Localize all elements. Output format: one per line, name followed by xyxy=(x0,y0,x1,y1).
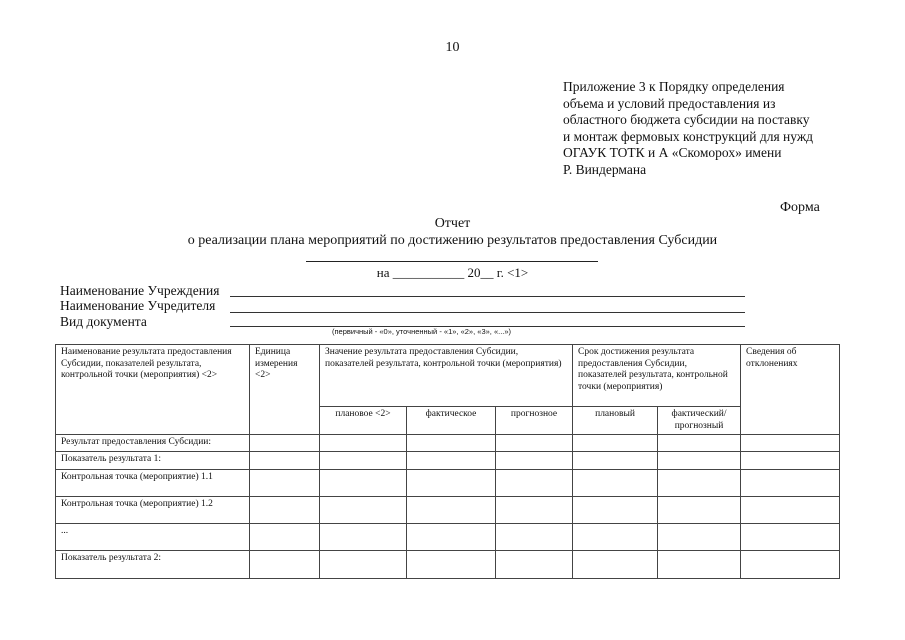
header-result-name: Наименование результата предоставления Субсидии, показателей результата, контрольной точки (мероприятия) <2> xyxy=(56,345,250,435)
appendix-line: Приложение 3 к Порядку определения xyxy=(563,79,785,94)
table-row xyxy=(56,469,840,496)
form-label: Форма xyxy=(780,200,820,215)
row-label: Показатель результата 2: xyxy=(56,550,250,578)
table-cell[interactable] xyxy=(573,550,658,578)
table-cell[interactable] xyxy=(407,550,496,578)
table-cell[interactable] xyxy=(250,550,320,578)
table-cell[interactable] xyxy=(741,550,840,578)
header-value: Значение результата предоставления Субсидии, показателей результата, контрольной точки (мероприятия) xyxy=(320,345,573,407)
table-cell[interactable] xyxy=(496,550,573,578)
table-row xyxy=(56,550,840,578)
row-label: Контрольная точка (мероприятие) 1.1 xyxy=(56,469,250,496)
doc-type-hint: (первичный - «0», уточненный - «1», «2», «3», «...») xyxy=(332,327,512,336)
header-planned-value: плановое <2> xyxy=(320,407,407,435)
header-deviations: Сведения об отклонениях xyxy=(741,345,840,435)
appendix-line: и монтаж фермовых конструкций для нужд xyxy=(563,128,814,144)
table-row xyxy=(56,451,840,469)
founder-field-line[interactable] xyxy=(230,312,745,313)
table-cell[interactable] xyxy=(496,469,573,496)
row-label: ... xyxy=(56,523,250,550)
report-subtitle: о реализации плана мероприятий по достижению результатов предоставления Субсидии xyxy=(187,233,718,248)
report-table xyxy=(55,344,840,579)
table-cell[interactable] xyxy=(741,451,840,469)
table-cell[interactable] xyxy=(250,469,320,496)
table-cell[interactable] xyxy=(496,435,573,452)
table-cell[interactable] xyxy=(658,523,741,550)
table-cell[interactable] xyxy=(320,469,407,496)
table-cell[interactable] xyxy=(407,451,496,469)
header-deadline: Срок достижения результата предоставления Субсидии, показателей результата, контрольной точки (мероприятия) xyxy=(573,345,741,407)
page-number: 10 xyxy=(445,40,460,55)
header-actual-forecast-deadline: фактический/ прогнозный xyxy=(658,407,741,435)
institution-field-label: Наименование Учреждения xyxy=(60,283,220,298)
table-cell[interactable] xyxy=(573,451,658,469)
table-cell[interactable] xyxy=(496,496,573,523)
table-cell[interactable] xyxy=(741,523,840,550)
table-cell[interactable] xyxy=(658,469,741,496)
header-forecast-value: прогнозное xyxy=(496,407,573,435)
table-cell[interactable] xyxy=(250,435,320,452)
report-title: Отчет xyxy=(434,216,471,231)
table-cell[interactable] xyxy=(320,496,407,523)
table-cell[interactable] xyxy=(320,435,407,452)
table-cell[interactable] xyxy=(573,469,658,496)
doc-type-field-label: Вид документа xyxy=(60,314,147,329)
table-cell[interactable] xyxy=(250,496,320,523)
table-row xyxy=(56,496,840,523)
row-label: Показатель результата 1: xyxy=(56,451,250,469)
header-actual-value: фактическое xyxy=(407,407,496,435)
header-planned-deadline: плановый xyxy=(573,407,658,435)
table-cell[interactable] xyxy=(573,435,658,452)
appendix-reference xyxy=(563,79,863,178)
blank-underline xyxy=(306,261,598,262)
table-cell[interactable] xyxy=(496,523,573,550)
table-cell[interactable] xyxy=(320,523,407,550)
table-cell[interactable] xyxy=(320,550,407,578)
appendix-line: областного бюджета субсидии на поставку xyxy=(563,112,810,127)
table-cell[interactable] xyxy=(741,469,840,496)
table-cell[interactable] xyxy=(496,451,573,469)
table-cell[interactable] xyxy=(658,435,741,452)
table-cell[interactable] xyxy=(573,523,658,550)
table-cell[interactable] xyxy=(573,496,658,523)
table-row xyxy=(56,523,840,550)
table-cell[interactable] xyxy=(407,469,496,496)
founder-field-label: Наименование Учредителя xyxy=(60,298,216,313)
appendix-line: ОГАУК ТОТК и А «Скоморох» имени xyxy=(563,145,782,160)
table-cell[interactable] xyxy=(658,496,741,523)
table-cell[interactable] xyxy=(250,451,320,469)
table-cell[interactable] xyxy=(320,451,407,469)
row-label: Контрольная точка (мероприятие) 1.2 xyxy=(56,496,250,523)
table-cell[interactable] xyxy=(658,550,741,578)
appendix-line: объема и условий предоставления из xyxy=(563,95,776,111)
date-line: на ___________ 20__ г. <1> xyxy=(376,265,529,280)
header-unit: Единица измерения <2> xyxy=(250,345,320,435)
table-cell[interactable] xyxy=(407,435,496,452)
table-cell[interactable] xyxy=(407,523,496,550)
table-row xyxy=(56,435,840,452)
row-label: Результат предоставления Субсидии: xyxy=(56,435,250,452)
table-cell[interactable] xyxy=(741,435,840,452)
table-cell[interactable] xyxy=(407,496,496,523)
table-cell[interactable] xyxy=(741,496,840,523)
institution-field-line[interactable] xyxy=(230,296,745,297)
table-cell[interactable] xyxy=(250,523,320,550)
appendix-line: Р. Виндермана xyxy=(563,161,647,177)
table-cell[interactable] xyxy=(658,451,741,469)
